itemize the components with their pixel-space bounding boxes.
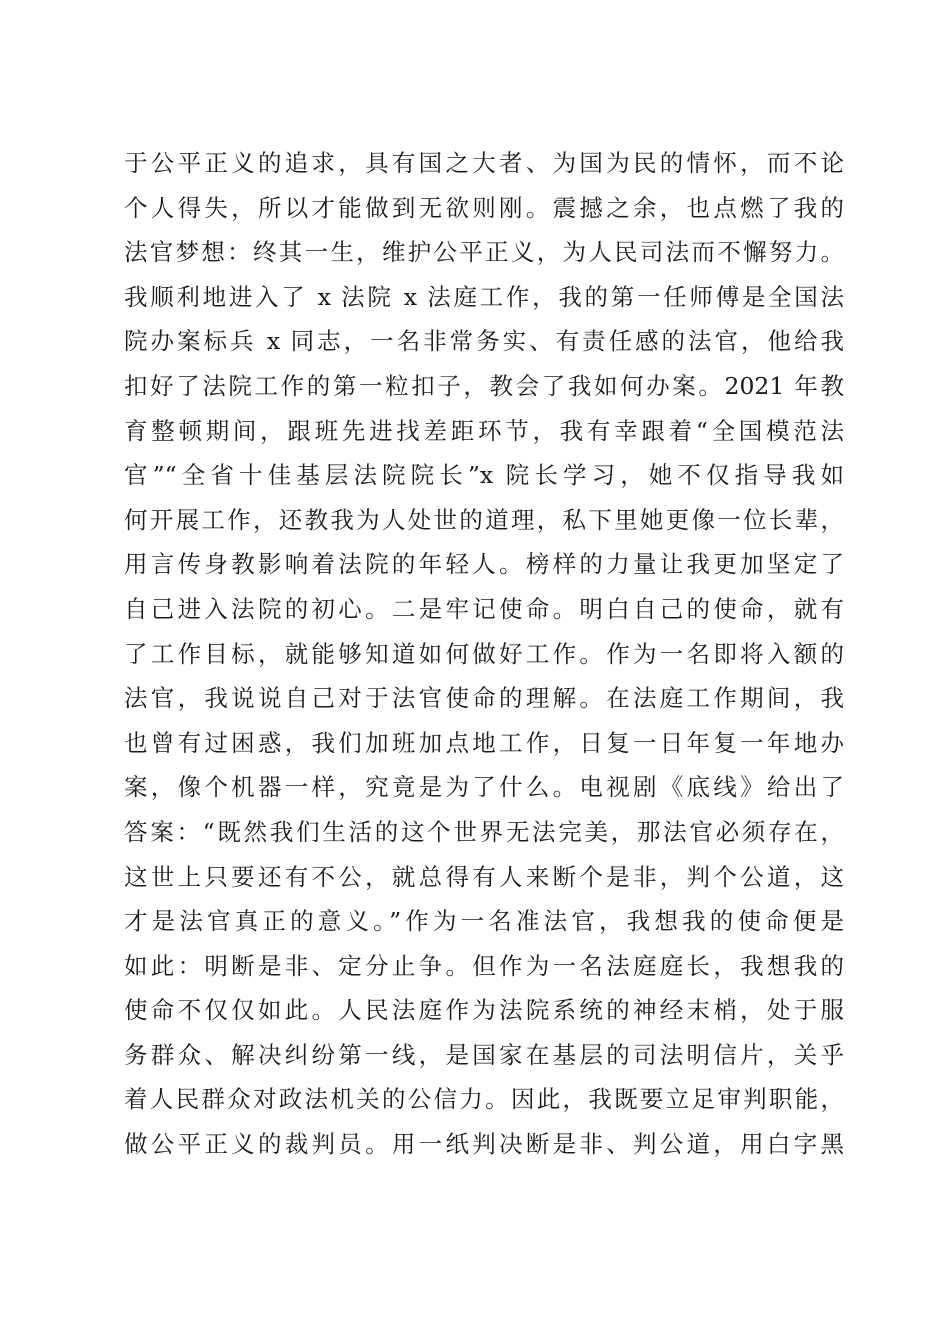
- text-line: 用言传身教影响着法院的年轻人。榜样的力量让我更加坚定了: [124, 550, 844, 579]
- text-line: 使命不仅仅如此。人民法庭作为法院系统的神经末梢，处于服: [124, 996, 844, 1025]
- body-text: [124, 141, 844, 1167]
- text-line: 才是法官真正的意义。”作为一名准法官，我想我的使命便是: [124, 907, 844, 936]
- text-line: 了工作目标，就能够知道如何做好工作。作为一名即将入额的: [124, 639, 844, 668]
- text-line: 做公平正义的裁判员。用一纸判决断是非、判公道，用白字黑: [124, 1130, 844, 1159]
- text-line: 自己进入法院的初心。二是牢记使命。明白自己的使命，就有: [124, 594, 844, 623]
- text-line: 官”“全省十佳基层法院院长”x 院长学习，她不仅指导我如: [124, 461, 844, 490]
- text-line: 着人民群众对政法机关的公信力。因此，我既要立足审判职能，: [124, 1085, 844, 1114]
- text-line: 法官梦想：终其一生，维护公平正义，为人民司法而不懈努力。: [124, 238, 844, 267]
- text-line: 何开展工作，还教我为人处世的道理，私下里她更像一位长辈，: [124, 505, 844, 534]
- text-line: 育整顿期间，跟班先进找差距环节，我有幸跟着“全国模范法: [124, 416, 844, 445]
- text-line: 于公平正义的追求，具有国之大者、为国为民的情怀，而不论: [124, 149, 844, 177]
- text-line: 务群众、解决纠纷第一线，是国家在基层的司法明信片，关乎: [124, 1040, 844, 1069]
- text-line: 院办案标兵 x 同志，一名非常务实、有责任感的法官，他给我: [124, 327, 844, 356]
- text-line: 答案：“既然我们生活的这个世界无法完美，那法官必须存在，: [124, 817, 844, 846]
- text-line: 也曾有过困惑，我们加班加点地工作，日复一日年复一年地办: [124, 728, 844, 757]
- text-line: 法官，我说说自己对于法官使命的理解。在法庭工作期间，我: [124, 684, 844, 713]
- text-line: 个人得失，所以才能做到无欲则刚。震撼之余，也点燃了我的: [124, 193, 844, 222]
- text-line: 扣好了法院工作的第一粒扣子，教会了我如何办案。2021 年教: [124, 371, 844, 400]
- text-line: 如此：明断是非、定分止争。但作为一名法庭庭长，我想我的: [124, 951, 844, 980]
- text-line: 案，像个机器一样，究竟是为了什么。电视剧《底线》给出了: [124, 773, 844, 802]
- text-line: 这世上只要还有不公，就总得有人来断个是非，判个公道，这: [124, 862, 844, 891]
- text-line: 我顺利地进入了 x 法院 x 法庭工作，我的第一任师傅是全国法: [124, 282, 844, 311]
